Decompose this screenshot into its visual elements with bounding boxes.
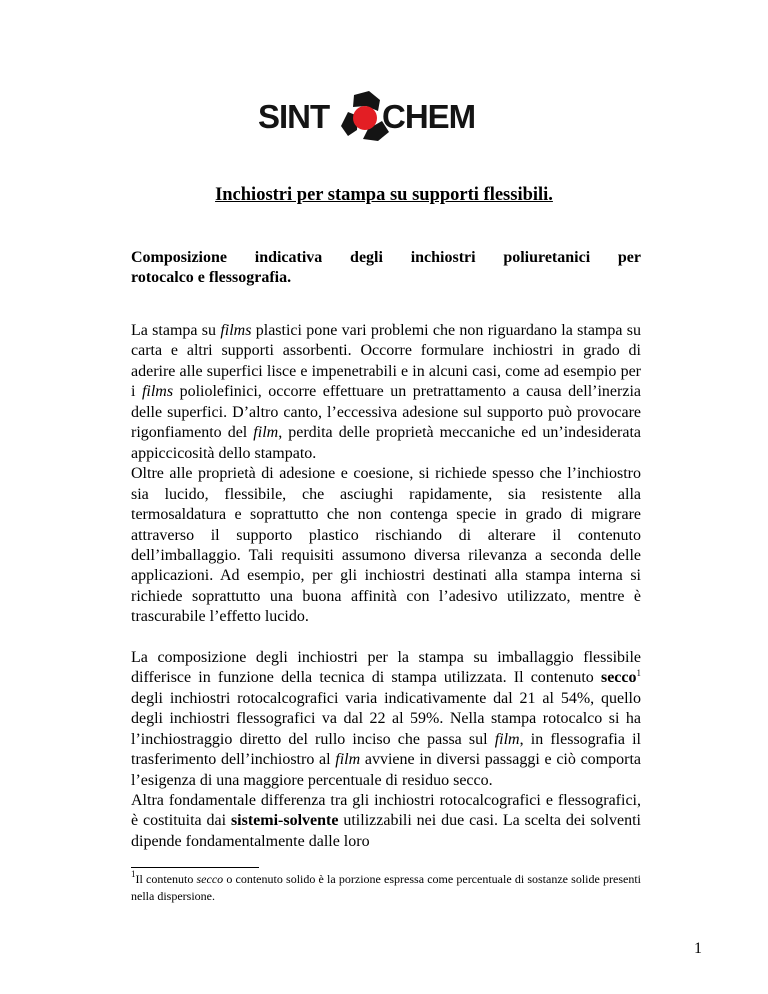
paragraph-1: La stampa su films plastici pone vari problemi che non riguardano la stampa su carta e altri supporti assorbenti. Occorre formulare inchiostri in grado di aderire alle superfici lisce e impenetrabili e in alcuni casi, come ad esempio per i films poliolefinici, occorre effettuare un pretrattamento a causa dell’inerzia delle superfici. D’altro canto, l’eccessiva adesione sul supporto può provocare rigonfiamento del film, perdita delle proprietà meccaniche ed un’indesiderata appiccicosità dello stampato. xyxy=(131,322,642,462)
section-subtitle xyxy=(131,248,641,288)
body-text xyxy=(131,321,641,852)
footnote: $^1$Il contenuto secco o contenuto solido è la porzione espressa come percentuale di sostanze solide presenti nella dispersione. xyxy=(131,869,642,903)
logo-text-left: SINT xyxy=(258,98,330,135)
document-title: Inchiostri per stampa su supporti flessibili. xyxy=(215,185,553,205)
paragraph-4: Altra fondamentale differenza tra gli inchiostri rotocalcografici e flessografici, è costituita dai sistemi-solvente utilizzabili nei due casi. La scelta dei solventi dipende fondamentalmente dalle loro xyxy=(131,791,641,850)
footnote-separator xyxy=(131,867,259,868)
paragraph-2: Oltre alle proprietà di adesione e coesione, si richiede spesso che l’inchiostro sia lucido, flessibile, che asciughi rapidamente, sia resistente alla termosaldatura e soprattutto che non contenga specie in grado di migrare attraverso il supporto plastico rischiando di alterare il contenuto dell’imballaggio. Tali requisiti assumono diversa rilevanza a seconda delle applicazioni. Ad esempio, per gli inchiostri destinati alla stampa interna si richiede soprattutto una buona affinità con l’adesivo utilizzato, mentre è trascurabile l’effetto lucido. xyxy=(131,465,641,626)
sintochem-logo xyxy=(258,90,512,142)
subtitle-line-2: rotocalco e flessografia. xyxy=(131,269,292,286)
page-number: 1 xyxy=(694,940,702,957)
paragraph-3: La composizione degli inchiostri per la stampa su imballaggio flessibile differisce in funzione della tecnica di stampa utilizzata. Il contenuto secco$^1$ degli inchiostri rotocalcografici varia indicativamente dal 21 al 54%, quello degli inchiostri flessografici va dal 22 al 59%. Nella stampa rotocalco si ha l’inchiostraggio diretto del rullo inciso che passa sul film, in flessografia il trasferimento dell’inchiostro al film avviene in diversi passaggi e ciò comporta l’esigenza di una maggiore percentuale di residuo secco. xyxy=(131,648,641,789)
subtitle-line-1: Composizione indicativa degli inchiostri poliuretanici per xyxy=(131,249,641,266)
footnote-ref: 1 xyxy=(636,668,641,679)
logo-text-right: CHEM xyxy=(382,98,476,135)
